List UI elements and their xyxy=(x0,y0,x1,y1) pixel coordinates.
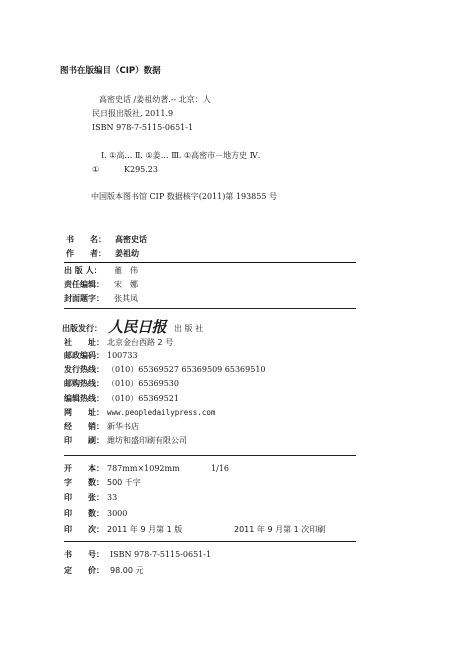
printing-value: 2011 年 9 月第 1 次印刷 xyxy=(234,525,326,534)
order-hotline-value: （010）65369530 xyxy=(107,379,179,388)
printer-value: 潍坊和盛印刷有限公司 xyxy=(107,436,187,445)
publisher-suffix: 出 版 社 xyxy=(174,324,204,333)
divider-1 xyxy=(64,262,356,263)
cip-line-5-mark: ① xyxy=(92,165,100,174)
isbn-value: ISBN 978-7-5115-0651-1 xyxy=(110,550,212,559)
editor-value: 宋 娜 xyxy=(114,280,138,289)
format-value: 787mm×1092mm xyxy=(107,464,180,473)
sales-hotline-value: （010）65369527 65369509 65369510 xyxy=(107,365,266,374)
sales-hotline-label: 发行热线： xyxy=(64,365,104,374)
edition-value: 2011 年 9 月第 1 版 xyxy=(107,525,183,534)
website-value: www.peopledailypress.com xyxy=(107,408,216,417)
isbn-label: 书 号： xyxy=(64,550,104,559)
print-run-label: 印 数： xyxy=(64,509,104,518)
author-value: 姜祖幼 xyxy=(115,249,139,258)
title-label: 书 名： xyxy=(66,235,106,244)
publisher-logo: 人民日报 xyxy=(108,318,167,336)
title-value: 高密史话 xyxy=(115,235,147,244)
word-count-label: 字 数： xyxy=(64,478,104,487)
distribution-label: 出版发行： xyxy=(62,324,102,333)
publisher-person-label: 出 版 人： xyxy=(64,266,102,275)
editor-label: 责任编辑： xyxy=(64,280,104,289)
divider-2 xyxy=(64,308,356,309)
cip-line-5-code: K295.23 xyxy=(124,165,158,174)
sheets-label: 印 张： xyxy=(64,493,104,502)
impression-label: 印 次： xyxy=(64,525,104,534)
printer-label: 印 刷： xyxy=(64,436,104,445)
distributor-value: 新华书店 xyxy=(107,422,139,431)
editorial-hotline-label: 编辑热线： xyxy=(64,394,104,403)
cip-heading: 图书在版编目（CIP）数据 xyxy=(60,66,161,76)
cip-library-note: 中国版本图书馆 CIP 数据核字(2011)第 193855 号 xyxy=(91,192,277,201)
distributor-label: 经 销： xyxy=(64,422,104,431)
author-label: 作 者： xyxy=(66,249,106,258)
print-run-value: 3000 xyxy=(107,509,128,518)
cover-calligraphy-value: 张其凤 xyxy=(114,294,138,303)
postcode-value: 100733 xyxy=(107,351,138,360)
editorial-hotline-value: （010）65369521 xyxy=(107,394,179,403)
cip-line-3: ISBN 978-7-5115-0651-1 xyxy=(92,123,194,132)
format-label: 开 本： xyxy=(64,464,104,473)
website-label: 网 址： xyxy=(64,408,104,417)
price-label: 定 价： xyxy=(64,566,104,575)
divider-3 xyxy=(64,455,356,456)
cip-line-2: 民日报出版社, 2011.9 xyxy=(92,109,174,118)
word-count-value: 500 千字 xyxy=(107,478,141,487)
cip-line-4: Ⅰ. ①高… Ⅱ. ①姜… Ⅲ. ①高密市－地方史 Ⅳ. xyxy=(101,151,261,160)
order-hotline-label: 邮购热线： xyxy=(64,379,104,388)
cover-calligraphy-label: 封面题字： xyxy=(64,294,104,303)
sheets-value: 33 xyxy=(107,493,118,502)
format-ratio: 1/16 xyxy=(211,464,229,473)
divider-4 xyxy=(64,541,356,542)
postcode-label: 邮政编码： xyxy=(64,351,104,360)
address-label: 社 址： xyxy=(64,338,104,347)
cip-line-1: 高密史话 /姜祖幼著.-- 北京：人 xyxy=(99,95,211,104)
publisher-person-value: 董 伟 xyxy=(114,266,138,275)
address-value: 北京金台西路 2 号 xyxy=(107,338,174,347)
price-value: 98.00 元 xyxy=(110,566,144,575)
